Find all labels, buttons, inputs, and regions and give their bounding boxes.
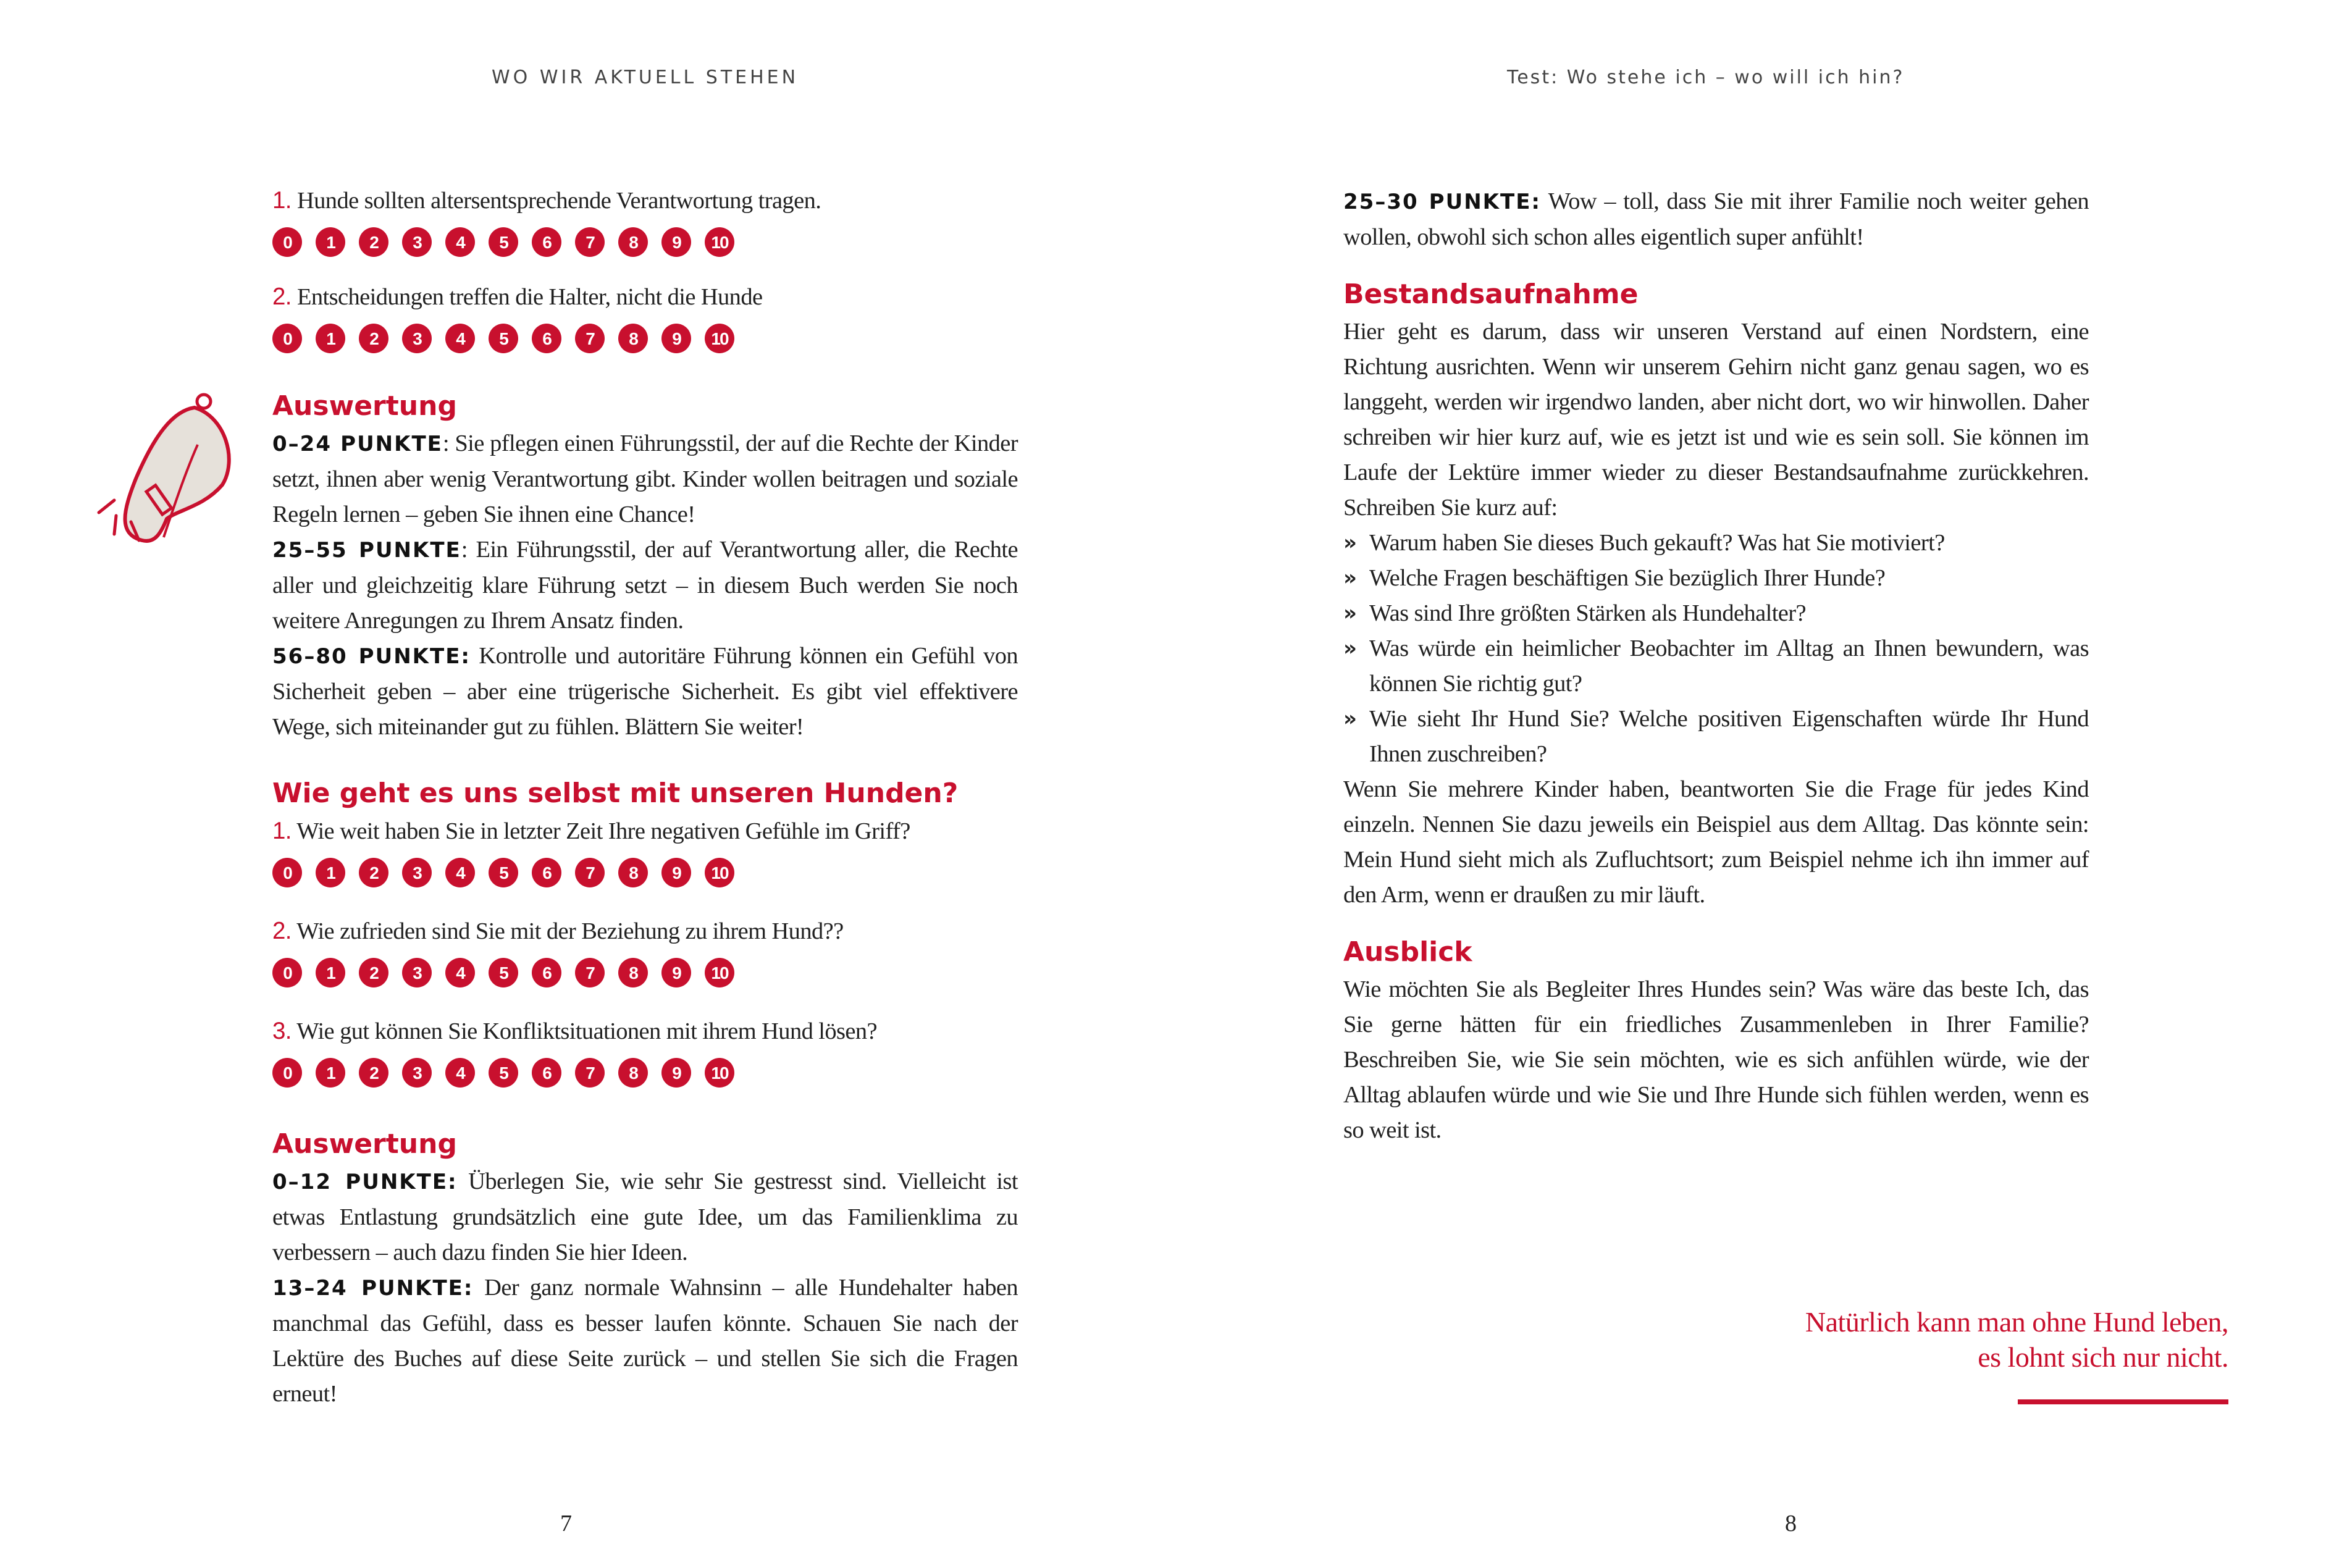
question-number: 1.: [272, 818, 292, 844]
rating-8[interactable]: 8: [618, 1058, 648, 1088]
rating-0[interactable]: 0: [272, 227, 302, 257]
question-text: Wie weit haben Sie in letzter Zeit Ihre negativen Gefühle im Griff?: [296, 818, 910, 844]
inventory-heading: Bestandsaufnahme: [1343, 279, 1639, 310]
rating-0[interactable]: 0: [272, 858, 302, 887]
rating-3[interactable]: 3: [402, 858, 432, 887]
bullet-icon: »: [1343, 566, 1357, 590]
inventory-list: [1343, 526, 2089, 772]
inventory-outro: Wenn Sie mehrere Kinder haben, beantworten Sie die Frage für jedes Kind einzeln. Nennen Sie dazu jeweils ein Beispiel aus dem Alltag. Das könnte sein: Mein Hund sieht mich als Zufluchtsort; zum Beispiel nehme ich ihn immer auf den Arm, wenn er draußen zu mir läuft.: [1343, 776, 2089, 908]
evaluation-heading: Auswertung: [272, 390, 457, 422]
question-2: [272, 913, 1018, 949]
question-text: Hunde sollten altersentsprechende Verantwortung tragen.: [296, 188, 821, 214]
rating-3[interactable]: 3: [402, 227, 432, 257]
section2-heading: Wie geht es uns selbst mit unseren Hunden?: [272, 778, 959, 809]
rating-1[interactable]: 1: [316, 1058, 345, 1088]
evaluation-text: : Sie pflegen einen Führungsstil, der auf die Rechte der Kinder setzt, ihnen aber wenig Verantwortung gibt. Kinder wollen beitragen und soziale Regeln lernen – geben Sie ihnen eine Chance!: [272, 430, 1018, 527]
rating-5[interactable]: 5: [489, 858, 518, 887]
list-item: [1343, 596, 2089, 631]
rating-scale[interactable]: [272, 958, 1018, 987]
outlook-text: Wie möchten Sie als Begleiter Ihres Hundes sein? Was wäre das beste Ich, das Sie gerne hätten für ein friedliches Zusammenleben in Ihrer Familie? Beschreiben Sie, wie Sie sein möchten, wie es sich anfühlen würde, wie der Alltag ablaufen würde und wie Sie und Ihre Hunde sich fühlen werden, wenn es so weit ist.: [1343, 976, 2089, 1143]
whistle-icon: [86, 386, 247, 559]
question-text: Entscheidungen treffen die Halter, nicht die Hunde: [296, 284, 763, 310]
score-item: [1343, 184, 2089, 255]
rating-1[interactable]: 1: [316, 227, 345, 257]
score-range-label: 56–80 PUNKTE:: [272, 644, 471, 669]
rating-6[interactable]: 6: [532, 1058, 561, 1088]
question-number: 2.: [272, 283, 292, 310]
evaluation-item: [272, 1164, 1018, 1270]
rating-2[interactable]: 2: [359, 858, 388, 887]
rating-4[interactable]: 4: [445, 858, 475, 887]
rating-5[interactable]: 5: [489, 324, 518, 353]
inventory-intro: Hier geht es darum, dass wir unseren Verstand auf einen Nordstern, eine Richtung ausrichten. Wenn wir unserem Gehirn nicht ganz genau sagen, wo es langgeht, werden wir irgendwo landen, aber nicht dort, wo wir hinwollen. Daher schreiben wir hier kurz auf, wie es jetzt ist und wie es sein soll. Sie können im Laufe der Lektüre immer wieder zu dieser Bestandsaufnahme zurückkehren. Schreiben Sie kurz auf:: [1343, 319, 2089, 521]
rating-9[interactable]: 9: [661, 324, 691, 353]
rating-10[interactable]: 10: [705, 958, 734, 987]
rating-0[interactable]: 0: [272, 958, 302, 987]
section1-evaluation: [272, 387, 1018, 745]
pull-quote: [1805, 1304, 2228, 1375]
evaluation-item: [272, 639, 1018, 745]
rating-1[interactable]: 1: [316, 324, 345, 353]
rating-4[interactable]: 4: [445, 324, 475, 353]
page-number-left: 7: [560, 1511, 572, 1537]
rating-10[interactable]: 10: [705, 324, 734, 353]
list-item: [1343, 561, 2089, 596]
rating-9[interactable]: 9: [661, 227, 691, 257]
list-item: [1343, 526, 2089, 561]
outlook-heading: Ausblick: [1343, 936, 1472, 968]
rating-7[interactable]: 7: [575, 858, 605, 887]
question-text: Wie gut können Sie Konfliktsituationen mit ihrem Hund lösen?: [296, 1018, 878, 1044]
pull-quote-line-1: Natürlich kann man ohne Hund leben,: [1805, 1306, 2228, 1338]
rating-4[interactable]: 4: [445, 1058, 475, 1088]
score-range-label: 0–24 PUNKTE: [272, 432, 443, 456]
rating-3[interactable]: 3: [402, 324, 432, 353]
rating-7[interactable]: 7: [575, 1058, 605, 1088]
rating-scale[interactable]: [272, 858, 1018, 887]
section2-questions: [272, 774, 1018, 1088]
bullet-icon: »: [1343, 601, 1357, 626]
rating-7[interactable]: 7: [575, 958, 605, 987]
rating-6[interactable]: 6: [532, 858, 561, 887]
rating-2[interactable]: 2: [359, 324, 388, 353]
rating-10[interactable]: 10: [705, 1058, 734, 1088]
rating-scale[interactable]: [272, 324, 1018, 353]
question-number: 2.: [272, 918, 292, 944]
rating-2[interactable]: 2: [359, 958, 388, 987]
right-column: [1343, 184, 2089, 1148]
rating-6[interactable]: 6: [532, 958, 561, 987]
bullet-icon: »: [1343, 530, 1357, 555]
rating-4[interactable]: 4: [445, 227, 475, 257]
running-head-left: WO WIR AKTUELL STEHEN: [492, 67, 799, 88]
bullet-icon: »: [1343, 636, 1357, 661]
rating-5[interactable]: 5: [489, 1058, 518, 1088]
quote-divider: [2018, 1399, 2228, 1404]
score-range-label: 25–30 PUNKTE:: [1343, 190, 1542, 214]
list-item-text: Welche Fragen beschäftigen Sie bezüglich Ihrer Hunde?: [1369, 565, 1886, 591]
evaluation-text: Der ganz normale Wahnsinn – alle Hundehalter haben manchmal das Gefühl, dass es besser laufen könnte. Schauen Sie nach der Lektüre des Buches auf diese Seite zurück – und stellen Sie sich die Fragen erneut!: [272, 1275, 1018, 1407]
score-range-label: 25–55 PUNKTE: [272, 538, 461, 563]
rating-6[interactable]: 6: [532, 227, 561, 257]
running-head-right: Test: Wo stehe ich – wo will ich hin?: [1507, 67, 1905, 88]
rating-9[interactable]: 9: [661, 1058, 691, 1088]
rating-5[interactable]: 5: [489, 958, 518, 987]
evaluation-heading: Auswertung: [272, 1128, 457, 1160]
page-number-right: 8: [1785, 1511, 1797, 1537]
rating-1[interactable]: 1: [316, 958, 345, 987]
list-item: [1343, 631, 2089, 702]
list-item-text: Wie sieht Ihr Hund Sie? Welche positiven Eigenschaften würde Ihr Hund Ihnen zuschreiben?: [1369, 706, 2089, 767]
rating-8[interactable]: 8: [618, 324, 648, 353]
section2-evaluation: [272, 1125, 1018, 1412]
evaluation-text: Wow – toll, dass Sie mit ihrer Familie noch weiter gehen wollen, obwohl sich schon alles eigentlich super anfühlt!: [1343, 188, 2089, 250]
question-1: [272, 183, 1018, 219]
rating-8[interactable]: 8: [618, 227, 648, 257]
section1-questions: [272, 183, 1018, 353]
list-item-text: Was sind Ihre größten Stärken als Hundehalter?: [1369, 600, 1806, 626]
rating-scale[interactable]: [272, 227, 1018, 257]
rating-1[interactable]: 1: [316, 858, 345, 887]
rating-8[interactable]: 8: [618, 958, 648, 987]
rating-9[interactable]: 9: [661, 958, 691, 987]
evaluation-text: Kontrolle und autoritäre Führung können ein Gefühl von Sicherheit geben – aber eine trügerische Sicherheit. Es gibt viel effektivere Wege, sich miteinander gut zu fühlen. Blättern Sie weiter!: [272, 643, 1018, 740]
rating-8[interactable]: 8: [618, 858, 648, 887]
list-item: [1343, 702, 2089, 772]
rating-0[interactable]: 0: [272, 1058, 302, 1088]
question-1: [272, 813, 1018, 849]
rating-10[interactable]: 10: [705, 227, 734, 257]
rating-2[interactable]: 2: [359, 1058, 388, 1088]
rating-5[interactable]: 5: [489, 227, 518, 257]
score-range-label: 13–24 PUNKTE:: [272, 1276, 474, 1301]
evaluation-item: [272, 426, 1018, 532]
rating-7[interactable]: 7: [575, 227, 605, 257]
rating-9[interactable]: 9: [661, 858, 691, 887]
bullet-icon: »: [1343, 706, 1357, 731]
pull-quote-line-2: es lohnt sich nur nicht.: [1978, 1341, 2228, 1373]
rating-3[interactable]: 3: [402, 1058, 432, 1088]
evaluation-item: [272, 532, 1018, 639]
evaluation-text: Überlegen Sie, wie sehr Sie gestresst sind. Vielleicht ist etwas Entlastung grundsätzlich eine gute Idee, um das Familienklima zu verbessern – auch dazu finden Sie hier Ideen.: [272, 1168, 1018, 1265]
rating-2[interactable]: 2: [359, 227, 388, 257]
question-2: [272, 279, 1018, 315]
list-item-text: Warum haben Sie dieses Buch gekauft? Was hat Sie motiviert?: [1369, 530, 1945, 556]
rating-scale[interactable]: [272, 1058, 1018, 1088]
question-3: [272, 1013, 1018, 1049]
rating-7[interactable]: 7: [575, 324, 605, 353]
rating-3[interactable]: 3: [402, 958, 432, 987]
question-number: 3.: [272, 1018, 292, 1044]
rating-0[interactable]: 0: [272, 324, 302, 353]
question-text: Wie zufrieden sind Sie mit der Beziehung zu ihrem Hund??: [296, 918, 844, 944]
rating-10[interactable]: 10: [705, 858, 734, 887]
question-number: 1.: [272, 187, 292, 214]
evaluation-item: [272, 1270, 1018, 1412]
evaluation-text: : Ein Führungsstil, der auf Verantwortung aller, die Rechte aller und gleichzeitig klare Führung setzt – in diesem Buch werden Sie noch weitere Anregungen zu Ihrem Ansatz finden.: [272, 537, 1018, 634]
rating-4[interactable]: 4: [445, 958, 475, 987]
score-range-label: 0–12 PUNKTE:: [272, 1170, 458, 1194]
rating-6[interactable]: 6: [532, 324, 561, 353]
list-item-text: Was würde ein heimlicher Beobachter im Alltag an Ihnen bewundern, was können Sie richtig gut?: [1369, 635, 2089, 697]
